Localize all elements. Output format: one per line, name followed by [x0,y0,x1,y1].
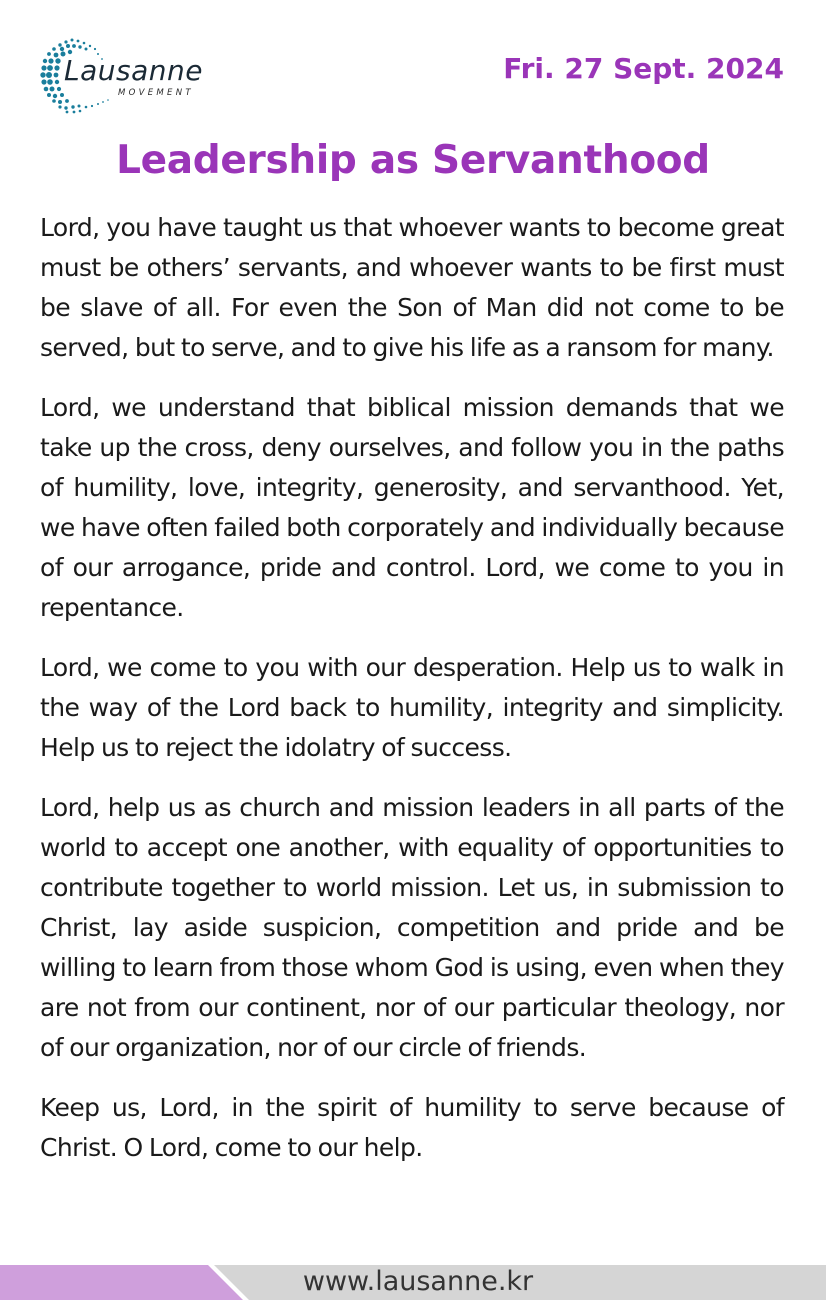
paragraph: Keep us, Lord, in the spirit of humility to serve because of Christ. O Lord, come to our help. [40,1093,784,1162]
paragraph: Lord, help us as church and mission leaders in all parts of the world to accept one another, with equality of opportunities to contribute together to world mission. Let us, in submission to Christ, lay aside suspicion, competition and pride and be willing to learn from those whom God is using, even when they are not from our continent, nor of our particular theology, nor of our organization, nor of our circle of friends. [40,793,784,1062]
page-title: Leadership as Servanthood [116,138,710,183]
footer-bar [0,1265,826,1300]
paragraph: Lord, we understand that biblical mission demands that we take up the cross, deny ourselves, and follow you in the paths of humility, love, integrity, generosity, and servanthood. Yet, we have often failed both corporately and individually because of our arrogance, pride and control. Lord, we come to you in repentance. [40,393,784,622]
logo-wordmark: Lausanne [64,54,203,87]
lausanne-logo [36,34,216,118]
logo-subtitle: MOVEMENT [118,88,194,98]
paragraph: Lord, we come to you with our desperation. Help us to walk in the way of the Lord back to humility, integrity and simplicity. Help us to reject the idolatry of success. [40,653,784,762]
prayer-body [40,208,784,1188]
date-label: Fri. 27 Sept. 2024 [503,52,784,85]
paragraph: Lord, you have taught us that whoever wants to become great must be others’ servants, and whoever wants to be first must be slave of all. For even the Son of Man did not come to be served, but to serve, and to give his life as a ransom for many. [40,213,784,362]
website-link[interactable]: www.lausanne.kr [302,1266,534,1297]
